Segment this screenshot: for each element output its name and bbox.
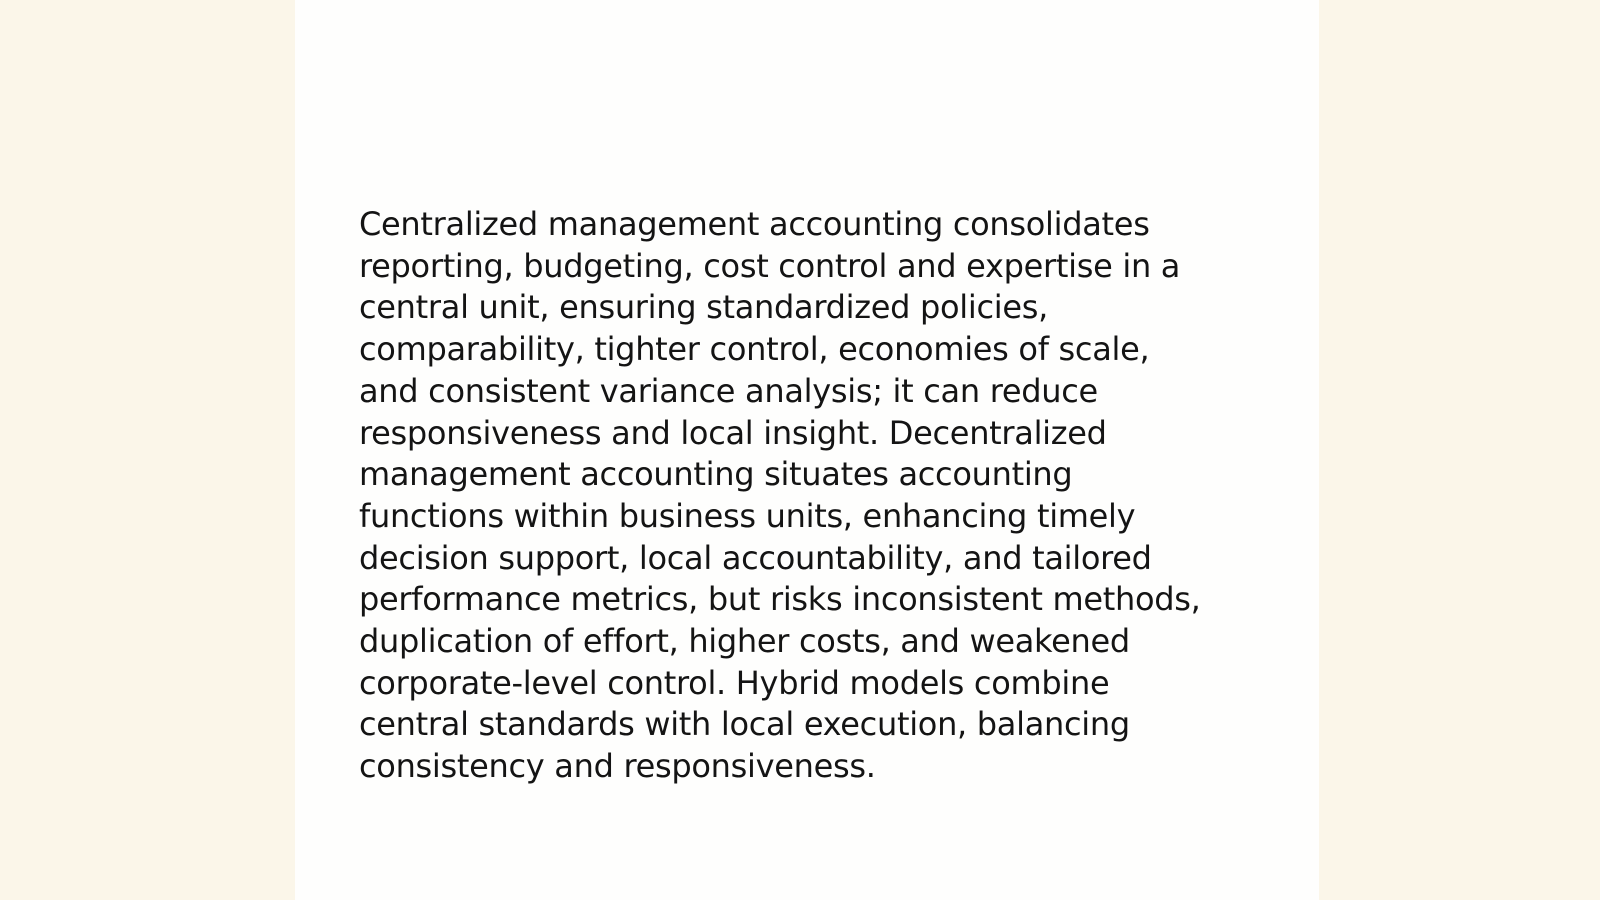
body-paragraph [359,204,1259,788]
text-line: reporting, budgeting, cost control and expertise in a [359,246,1181,285]
text-line: duplication of effort, higher costs, and weakened [359,622,1130,661]
document-sheet [295,0,1319,900]
text-line: and consistent variance analysis; it can reduce [359,371,1098,410]
text-line: management accounting situates accounting [359,455,1073,494]
text-line: central standards with local execution, balancing [359,705,1130,744]
text-line: functions within business units, enhancing timely [359,496,1136,535]
text-line: consistency and responsiveness. [359,747,876,786]
text-line: responsiveness and local insight. Decentralized [359,413,1107,452]
text-line: corporate-level control. Hybrid models combine [359,663,1110,702]
text-line: performance metrics, but risks inconsistent methods, [359,580,1201,619]
text-line: central unit, ensuring standardized policies, [359,288,1049,327]
text-line: comparability, tighter control, economies of scale, [359,330,1150,369]
text-line: decision support, local accountability, and tailored [359,538,1152,577]
text-line: Centralized management accounting consolidates [359,205,1150,243]
